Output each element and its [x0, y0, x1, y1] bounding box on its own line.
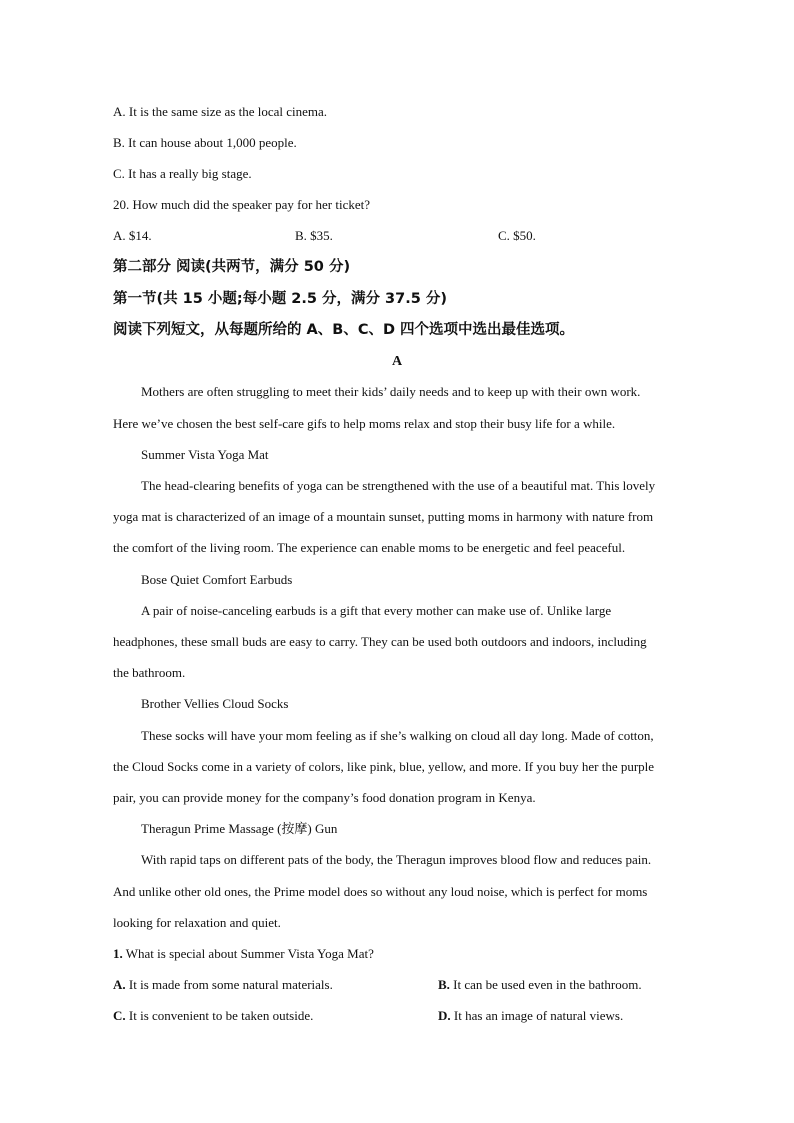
subsection-title: 第一节(共 15 小题;每小题 2.5 分，满分 37.5 分) — [113, 291, 447, 307]
option-text: It has an image of natural views. — [450, 1008, 624, 1023]
option-letter: B. — [438, 977, 450, 992]
q20-option-b: B. $35. — [295, 228, 333, 243]
passage-intro-cont: Here we’ve chosen the best self-care gifs to help moms relax and stop their busy life for a while. — [113, 416, 616, 431]
q20-question: 20. How much did the speaker pay for her ticket? — [113, 197, 371, 212]
item2-text: A pair of noise-canceling earbuds is a gift that every mother can make use of. Unlike large — [141, 603, 612, 618]
item3-text: These socks will have your mom feeling as if she’s walking on cloud all day long. Made of cotton, — [141, 728, 654, 743]
q1-question-text: What is special about Summer Vista Yoga Mat? — [122, 946, 374, 961]
option-text: It is convenient to be taken outside. — [125, 1008, 314, 1023]
item2-title: Bose Quiet Comfort Earbuds — [141, 572, 293, 587]
item1-title: Summer Vista Yoga Mat — [141, 447, 269, 462]
part-title: 第二部分 阅读(共两节，满分 50 分) — [113, 259, 351, 275]
item4-title: Theragun Prime Massage (按摩) Gun — [141, 821, 338, 836]
option-letter: A. — [113, 977, 126, 992]
q20-option-a: A. $14. — [113, 228, 152, 243]
option-text: It is made from some natural materials. — [125, 977, 333, 992]
option-text: It can be used even in the bathroom. — [449, 977, 642, 992]
item1-text: The head-clearing benefits of yoga can be strengthened with the use of a beautiful mat. This lovely — [141, 478, 656, 493]
q20-option-c: C. $50. — [498, 228, 536, 243]
item4-text-cont: looking for relaxation and quiet. — [113, 915, 281, 930]
item3-text-cont: the Cloud Socks come in a variety of colors, like pink, blue, yellow, and more. If you buy her the purple — [113, 759, 655, 774]
q1-option-d — [438, 1008, 623, 1024]
q1-number: 1. — [113, 946, 123, 961]
item3-text-cont: pair, you can provide money for the company’s food donation program in Kenya. — [113, 790, 536, 805]
item2-text-cont: the bathroom. — [113, 665, 186, 680]
option-letter: D. — [438, 1008, 451, 1023]
q1-option-a — [113, 977, 333, 993]
item1-text-cont: yoga mat is characterized of an image of a mountain sunset, putting moms in harmony with nature from — [113, 509, 654, 524]
instructions: 阅读下列短文，从每题所给的 A、B、C、D 四个选项中选出最佳选项。 — [113, 322, 575, 338]
q19-option-c: C. It has a really big stage. — [113, 166, 252, 181]
q19-option-a: A. It is the same size as the local cinema. — [113, 104, 328, 119]
item4-text: With rapid taps on different pats of the body, the Theragun improves blood flow and reduces pain. — [141, 852, 652, 867]
item1-text-cont: the comfort of the living room. The experience can enable moms to be energetic and feel peaceful. — [113, 540, 626, 555]
passage-label: A — [391, 354, 403, 369]
item2-text-cont: headphones, these small buds are easy to carry. They can be used both outdoors and indoors, including — [113, 634, 647, 649]
option-letter: C. — [113, 1008, 126, 1023]
q1-option-c — [113, 1008, 313, 1024]
q1-option-b — [438, 977, 642, 993]
q19-option-b: B. It can house about 1,000 people. — [113, 135, 297, 150]
item3-title: Brother Vellies Cloud Socks — [141, 696, 289, 711]
q1-question — [113, 946, 374, 962]
passage-intro: Mothers are often struggling to meet their kids’ daily needs and to keep up with their own work. — [141, 384, 641, 399]
item4-text-cont: And unlike other old ones, the Prime model does so without any loud noise, which is perfect for moms — [113, 884, 648, 899]
